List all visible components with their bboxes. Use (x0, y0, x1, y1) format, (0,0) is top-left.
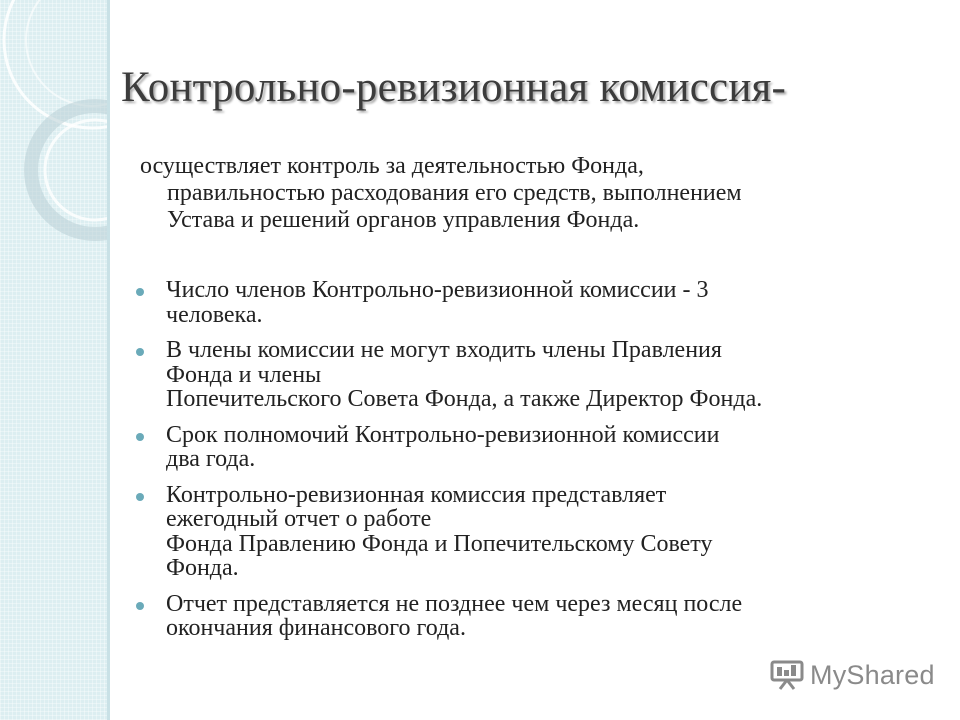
bullet-line: человека. (166, 301, 263, 328)
bullet-line: Фонда Правлению Фонда и Попечительскому Совету (166, 530, 713, 557)
bullet-line: Фонда и члены (166, 361, 322, 388)
decorative-sidebar (0, 0, 107, 720)
bullet-item (134, 278, 934, 327)
bullet-line: Отчет представляется не позднее чем через месяц после (166, 590, 743, 617)
bullet-line: Срок полномочий Контрольно-ревизионной комиссии (166, 421, 720, 448)
sidebar-circles-decoration (0, 0, 107, 720)
bullet-item (134, 338, 934, 412)
bullet-line: два года. (166, 446, 256, 472)
myshared-watermark (770, 655, 935, 695)
intro-line: Устава и решений органов управления Фонда. (167, 207, 640, 233)
bullet-dot-icon (136, 348, 144, 356)
watermark-text: MyShared (810, 659, 935, 690)
bullet-line: окончания финансового года. (166, 615, 466, 641)
bullet-line: В члены комиссии не могут входить члены Правления (166, 337, 722, 363)
bullet-line: Попечительского Совета Фонда, а также Директор Фонда. (166, 386, 763, 412)
sidebar-edge (107, 0, 110, 720)
bullet-line: ежегодный отчет о работе (166, 506, 432, 532)
bullet-dot-icon (136, 288, 144, 296)
bullet-dot-icon (136, 433, 144, 441)
bullet-line: Число членов Контрольно-ревизионной комиссии - 3 (166, 277, 709, 303)
bullet-list (134, 278, 934, 652)
presentation-board-icon (770, 660, 804, 690)
bullet-dot-icon (136, 493, 144, 501)
intro-line: правильностью расходования его средств, выполнением (167, 180, 742, 206)
bullet-item (134, 483, 934, 581)
bullet-item (134, 423, 934, 472)
bullet-line: Контрольно-ревизионная комиссия представляет (166, 481, 667, 508)
slide-title: Контрольно-ревизионная комиссия- (121, 64, 787, 111)
intro-paragraph (140, 153, 940, 234)
bullet-line: Фонда. (166, 555, 239, 581)
intro-line: осуществляет контроль за деятельностью Фонда, (140, 153, 644, 179)
bullet-item (134, 592, 934, 641)
bullet-dot-icon (136, 602, 144, 610)
